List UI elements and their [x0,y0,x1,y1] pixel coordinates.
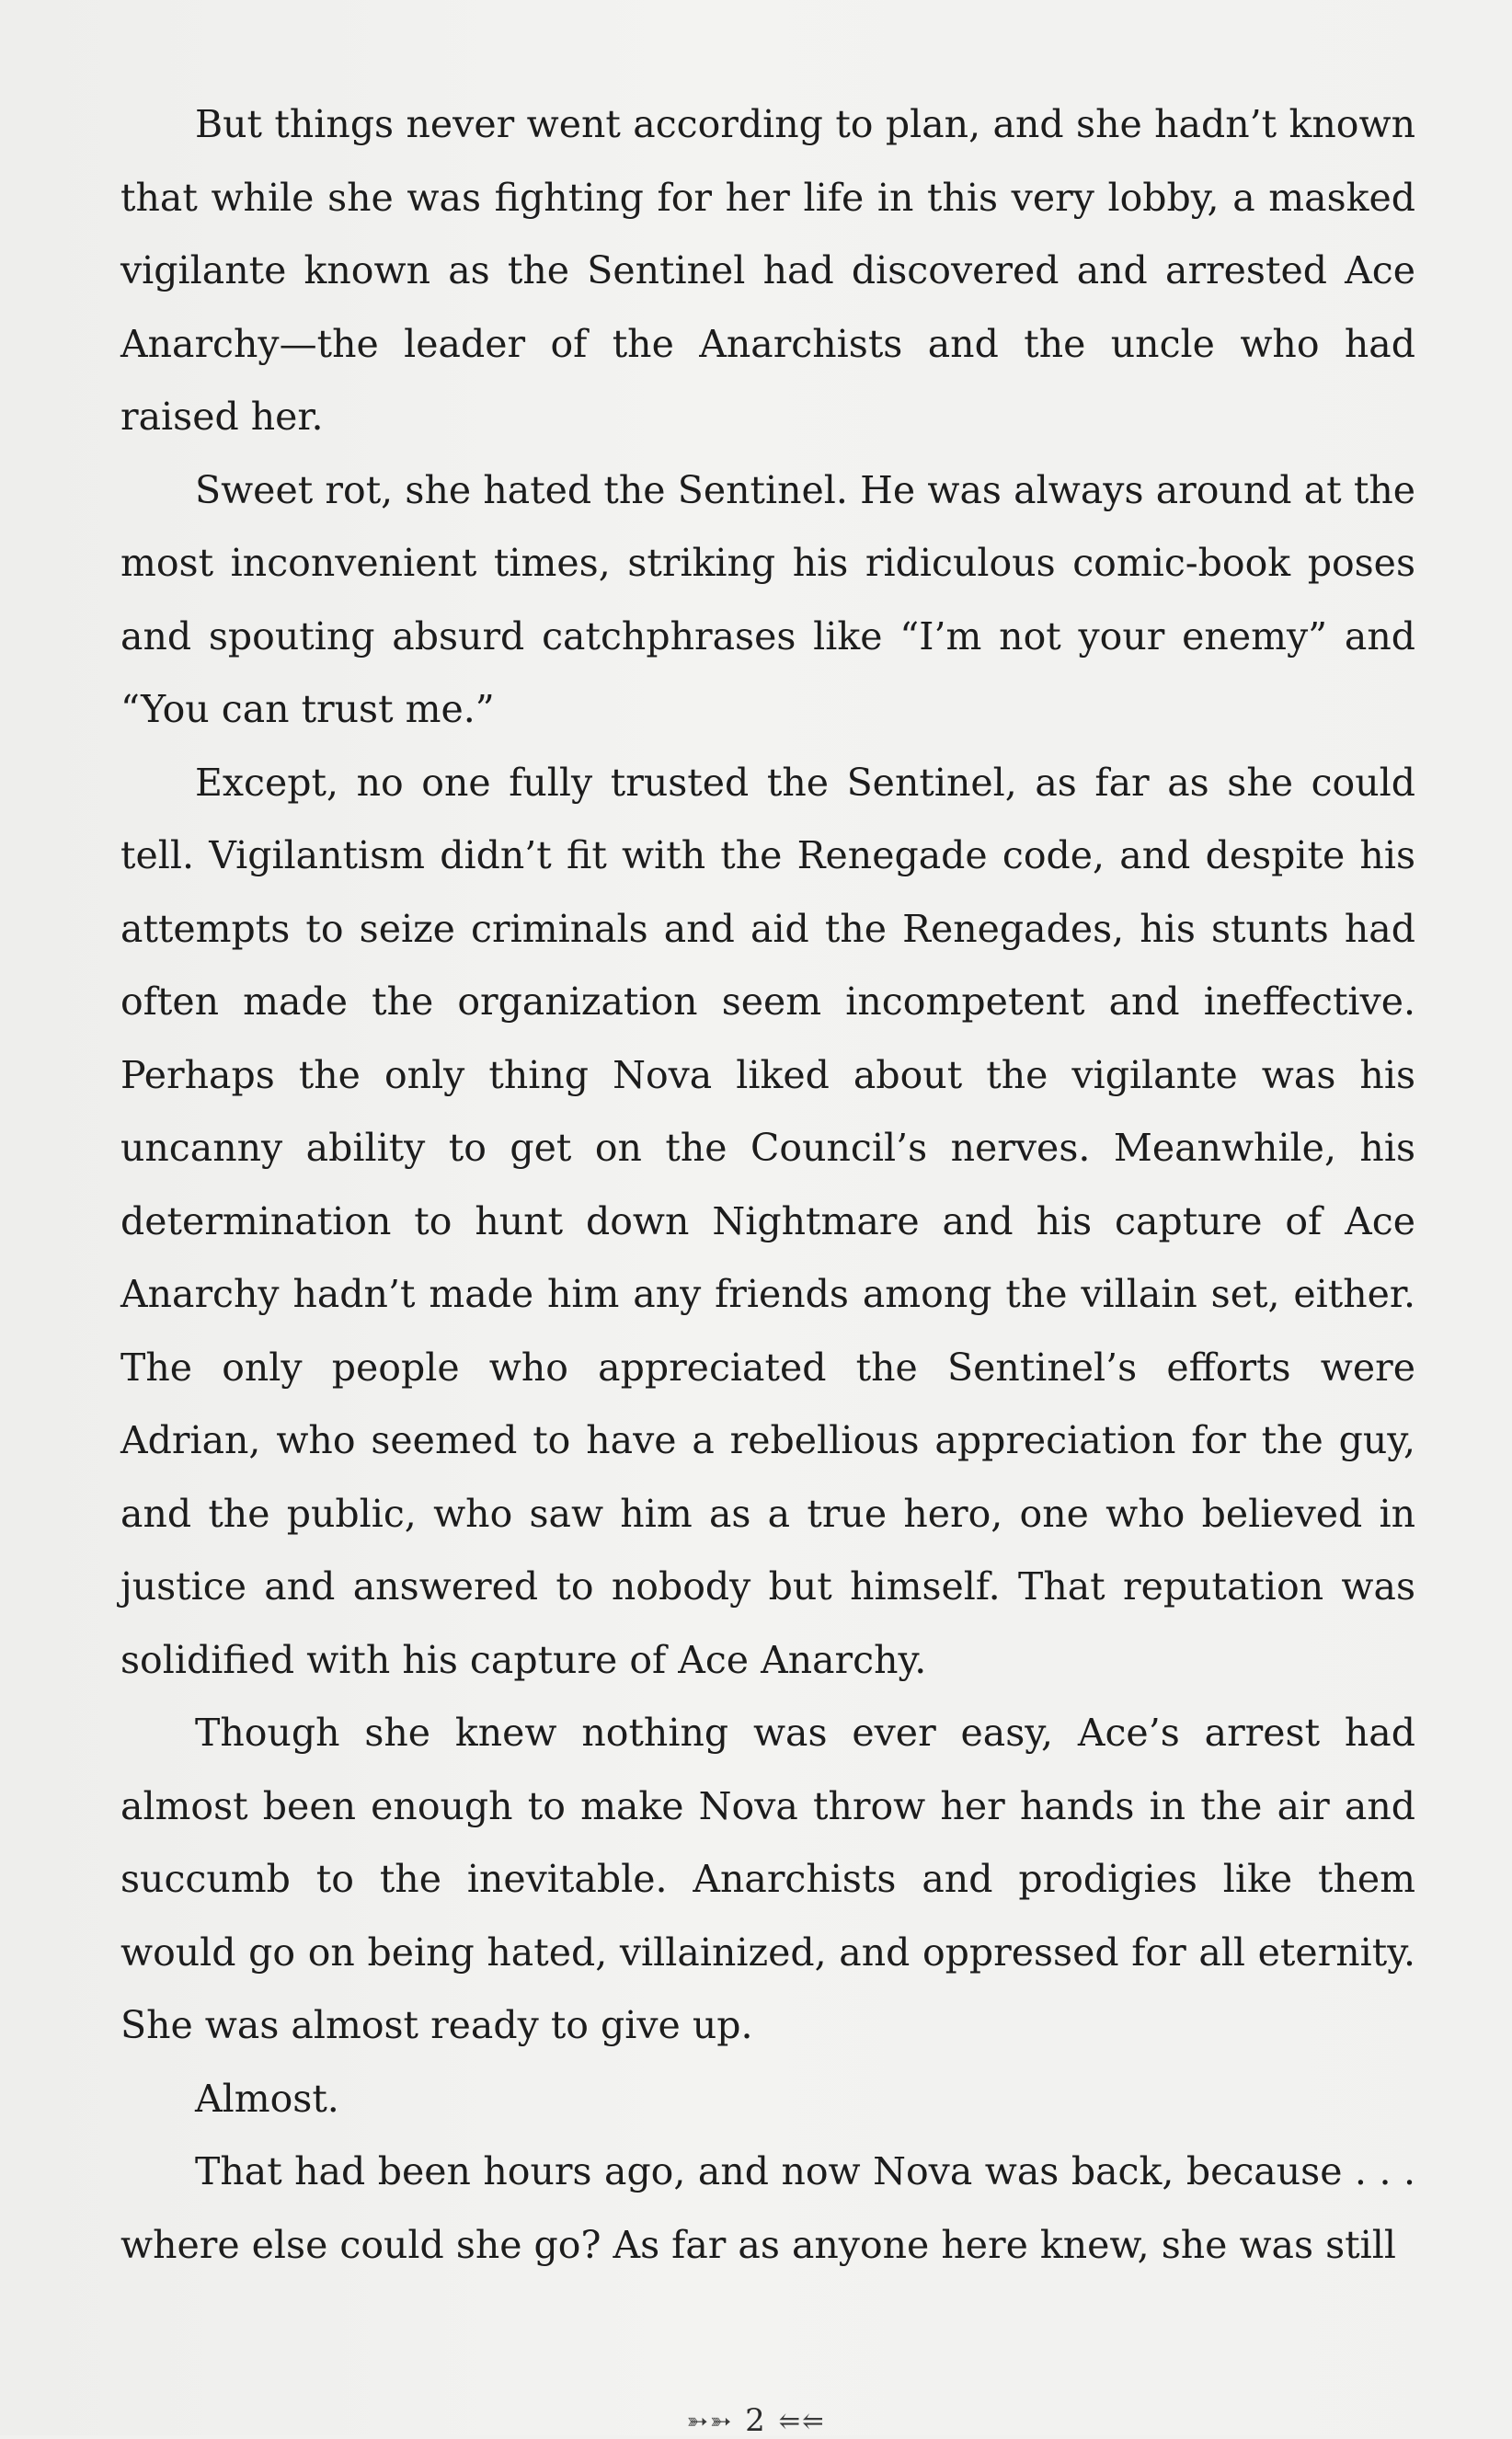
paragraph: Though she knew nothing was ever easy, Ace’s arrest had almost been enough to make Nova throw her hands in the air and succumb to the inevitable. Anarchists and prodigies like them would go on being hated, villainized, and oppressed for all eternity. She was almost ready to give up. [120,1711,1415,2047]
left-ornament-icon: ➳➳ [686,2405,734,2436]
page-number: 2 [745,2402,767,2439]
paragraph: Except, no one fully trusted the Sentinel, as far as she could tell. Vigilantism didn’t fit with the Renegade code, and despite his attempts to seize criminals and aid the Renegades, his stunts had often made the organization seem incompetent and ineffective. Perhaps the only thing Nova liked about the vigilante was his uncanny ability to get on the Council’s nerves. Meanwhile, his determination to hunt down Nightmare and his capture of Ace Anarchy hadn’t made him any friends among the villain set, either. The only people who appreciated the Sentinel’s efforts were Adrian, who seemed to have a rebellious appreciation for the guy, and the public, who saw him as a true hero, one who believed in justice and answered to nobody but himself. That reputation was solidified with his capture of Ace Anarchy. [120,760,1415,1682]
paragraph: Almost. [195,2076,339,2121]
body-text [120,88,1415,2282]
paragraph: But things never went according to plan, and she hadn’t known that while she was fighting for her life in this very lobby, a masked vigilante known as the Sentinel had discovered and arrested Ace Anarchy—the leader of the Anarchists and the uncle who had raised her. [120,102,1415,439]
paragraph: Sweet rot, she hated the Sentinel. He was always around at the most inconvenient times, striking his ridiculous comic-book poses and spouting absurd catchphrases like “I’m not your enemy” and “You can trust me.” [120,467,1415,731]
paragraph: That had been hours ago, and now Nova was back, because . . . where else could she go? As far as anyone here knew, she was still [120,2149,1415,2267]
right-ornament-icon: ⥢⥢ [778,2405,826,2436]
page-footer [0,2400,1512,2439]
